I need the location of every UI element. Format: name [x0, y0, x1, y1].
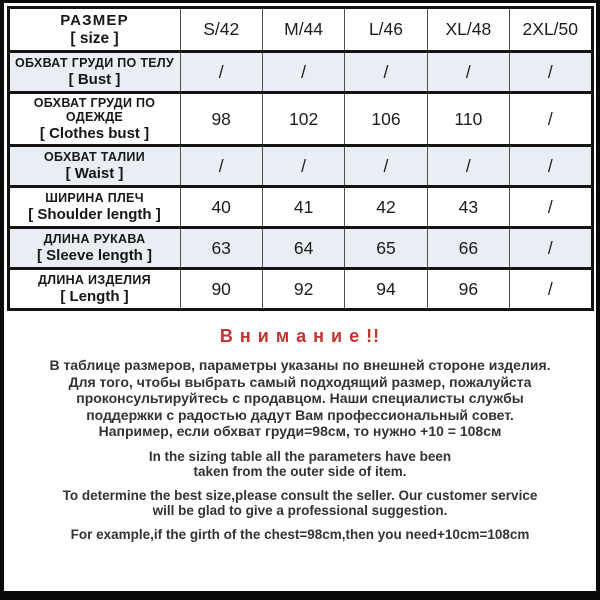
row-label-ru: ОБХВАТ ГРУДИ ПО ТЕЛУ — [14, 56, 175, 70]
value-cell: 98 — [180, 93, 262, 146]
table-row-sleeve — [8, 228, 592, 269]
value-cell: / — [427, 146, 509, 187]
value-cell: / — [510, 146, 592, 187]
size-col-xl48: XL/48 — [427, 8, 509, 52]
value-cell: / — [510, 93, 592, 146]
notice-line: taken from the outer side of item. — [193, 463, 407, 479]
value-cell: 63 — [180, 228, 262, 269]
row-label-en: [ Bust ] — [68, 71, 121, 88]
value-cell: / — [510, 269, 592, 310]
value-cell: 96 — [427, 269, 509, 310]
value-cell: / — [510, 187, 592, 228]
value-cell: / — [510, 228, 592, 269]
size-col-l46: L/46 — [345, 8, 427, 52]
value-cell: 90 — [180, 269, 262, 310]
size-col-m44: M/44 — [262, 8, 344, 52]
value-cell: 40 — [180, 187, 262, 228]
size-table-header-row — [8, 8, 592, 52]
notice-line: In the sizing table all the parameters have been — [148, 448, 452, 464]
row-label-cell — [8, 187, 180, 228]
row-label-ru: ШИРИНА ПЛЕЧ — [45, 191, 144, 205]
value-cell: / — [262, 52, 344, 93]
value-cell: 42 — [345, 187, 427, 228]
row-label-ru: ОБХВАТ ТАЛИИ — [43, 150, 146, 164]
row-label-ru: ДЛИНА РУКАВА — [43, 232, 146, 246]
attention-title: В н и м а н и е !! — [219, 326, 381, 346]
row-label-ru: ОБХВАТ ГРУДИ ПО ОДЕЖДЕ — [33, 96, 156, 124]
value-cell: 94 — [345, 269, 427, 310]
table-row-shoulder — [8, 187, 592, 228]
table-row-clothes-bust — [8, 93, 592, 146]
table-row-length — [8, 269, 592, 310]
value-cell: / — [262, 146, 344, 187]
row-label-cell — [8, 52, 180, 93]
row-label-en: [ Waist ] — [65, 165, 124, 182]
value-cell: 65 — [345, 228, 427, 269]
row-label-en: [ Shoulder length ] — [28, 206, 161, 223]
value-cell: / — [345, 146, 427, 187]
row-label-en: [ Length ] — [60, 288, 129, 305]
value-cell: / — [180, 52, 262, 93]
value-cell: / — [345, 52, 427, 93]
header-label-cell — [8, 8, 180, 52]
notice-line: Например, если обхват груди=98см, то нужно +10 = 108см — [98, 423, 502, 439]
row-label-cell — [8, 228, 180, 269]
value-cell: / — [510, 52, 592, 93]
value-cell: 64 — [262, 228, 344, 269]
value-cell: 92 — [262, 269, 344, 310]
notice-paragraph-en-2 — [4, 488, 596, 518]
row-label-en: [ Clothes bust ] — [39, 125, 150, 142]
notice-line: поддержки с радостью дадут Вам профессиональный совет. — [86, 406, 514, 423]
notice-paragraph-ru — [4, 357, 596, 440]
value-cell: 106 — [345, 93, 427, 146]
table-row-waist — [8, 146, 592, 187]
row-label-ru: ДЛИНА ИЗДЕЛИЯ — [38, 273, 151, 287]
value-cell: 41 — [262, 187, 344, 228]
header-title-ru: РАЗМЕР — [60, 11, 129, 29]
value-cell: 102 — [262, 93, 344, 146]
header-title-en: [ size ] — [70, 29, 119, 47]
notice-line: will be glad to give a professional suggestion. — [152, 502, 448, 518]
value-cell: / — [427, 52, 509, 93]
notice-paragraph-en-3 — [4, 527, 596, 542]
row-label-cell — [8, 93, 180, 146]
notice-line: В таблице размеров, параметры указаны по внешней стороне изделия. — [49, 357, 551, 373]
size-col-s42: S/42 — [180, 8, 262, 52]
notice-line: To determine the best size,please consult the seller. Our customer service — [62, 487, 538, 503]
notice-line: Для того, чтобы выбрать самый подходящий размер, пожалуйста — [68, 373, 532, 390]
row-label-cell — [8, 146, 180, 187]
notice-paragraph-en-1 — [4, 449, 596, 479]
notice-line: For example,if the girth of the chest=98cm,then you need+10cm=108cm — [70, 526, 530, 542]
row-label-cell — [8, 269, 180, 310]
row-label-en: [ Sleeve length ] — [36, 247, 153, 264]
value-cell: 66 — [427, 228, 509, 269]
value-cell: / — [180, 146, 262, 187]
table-row-bust — [8, 52, 592, 93]
size-col-2xl50: 2XL/50 — [510, 8, 592, 52]
value-cell: 110 — [427, 93, 509, 146]
attention-notice — [4, 326, 596, 542]
value-cell: 43 — [427, 187, 509, 228]
size-table — [7, 6, 594, 311]
notice-line: проконсультируйтесь с продавцом. Наши специалисты службы — [76, 390, 524, 406]
